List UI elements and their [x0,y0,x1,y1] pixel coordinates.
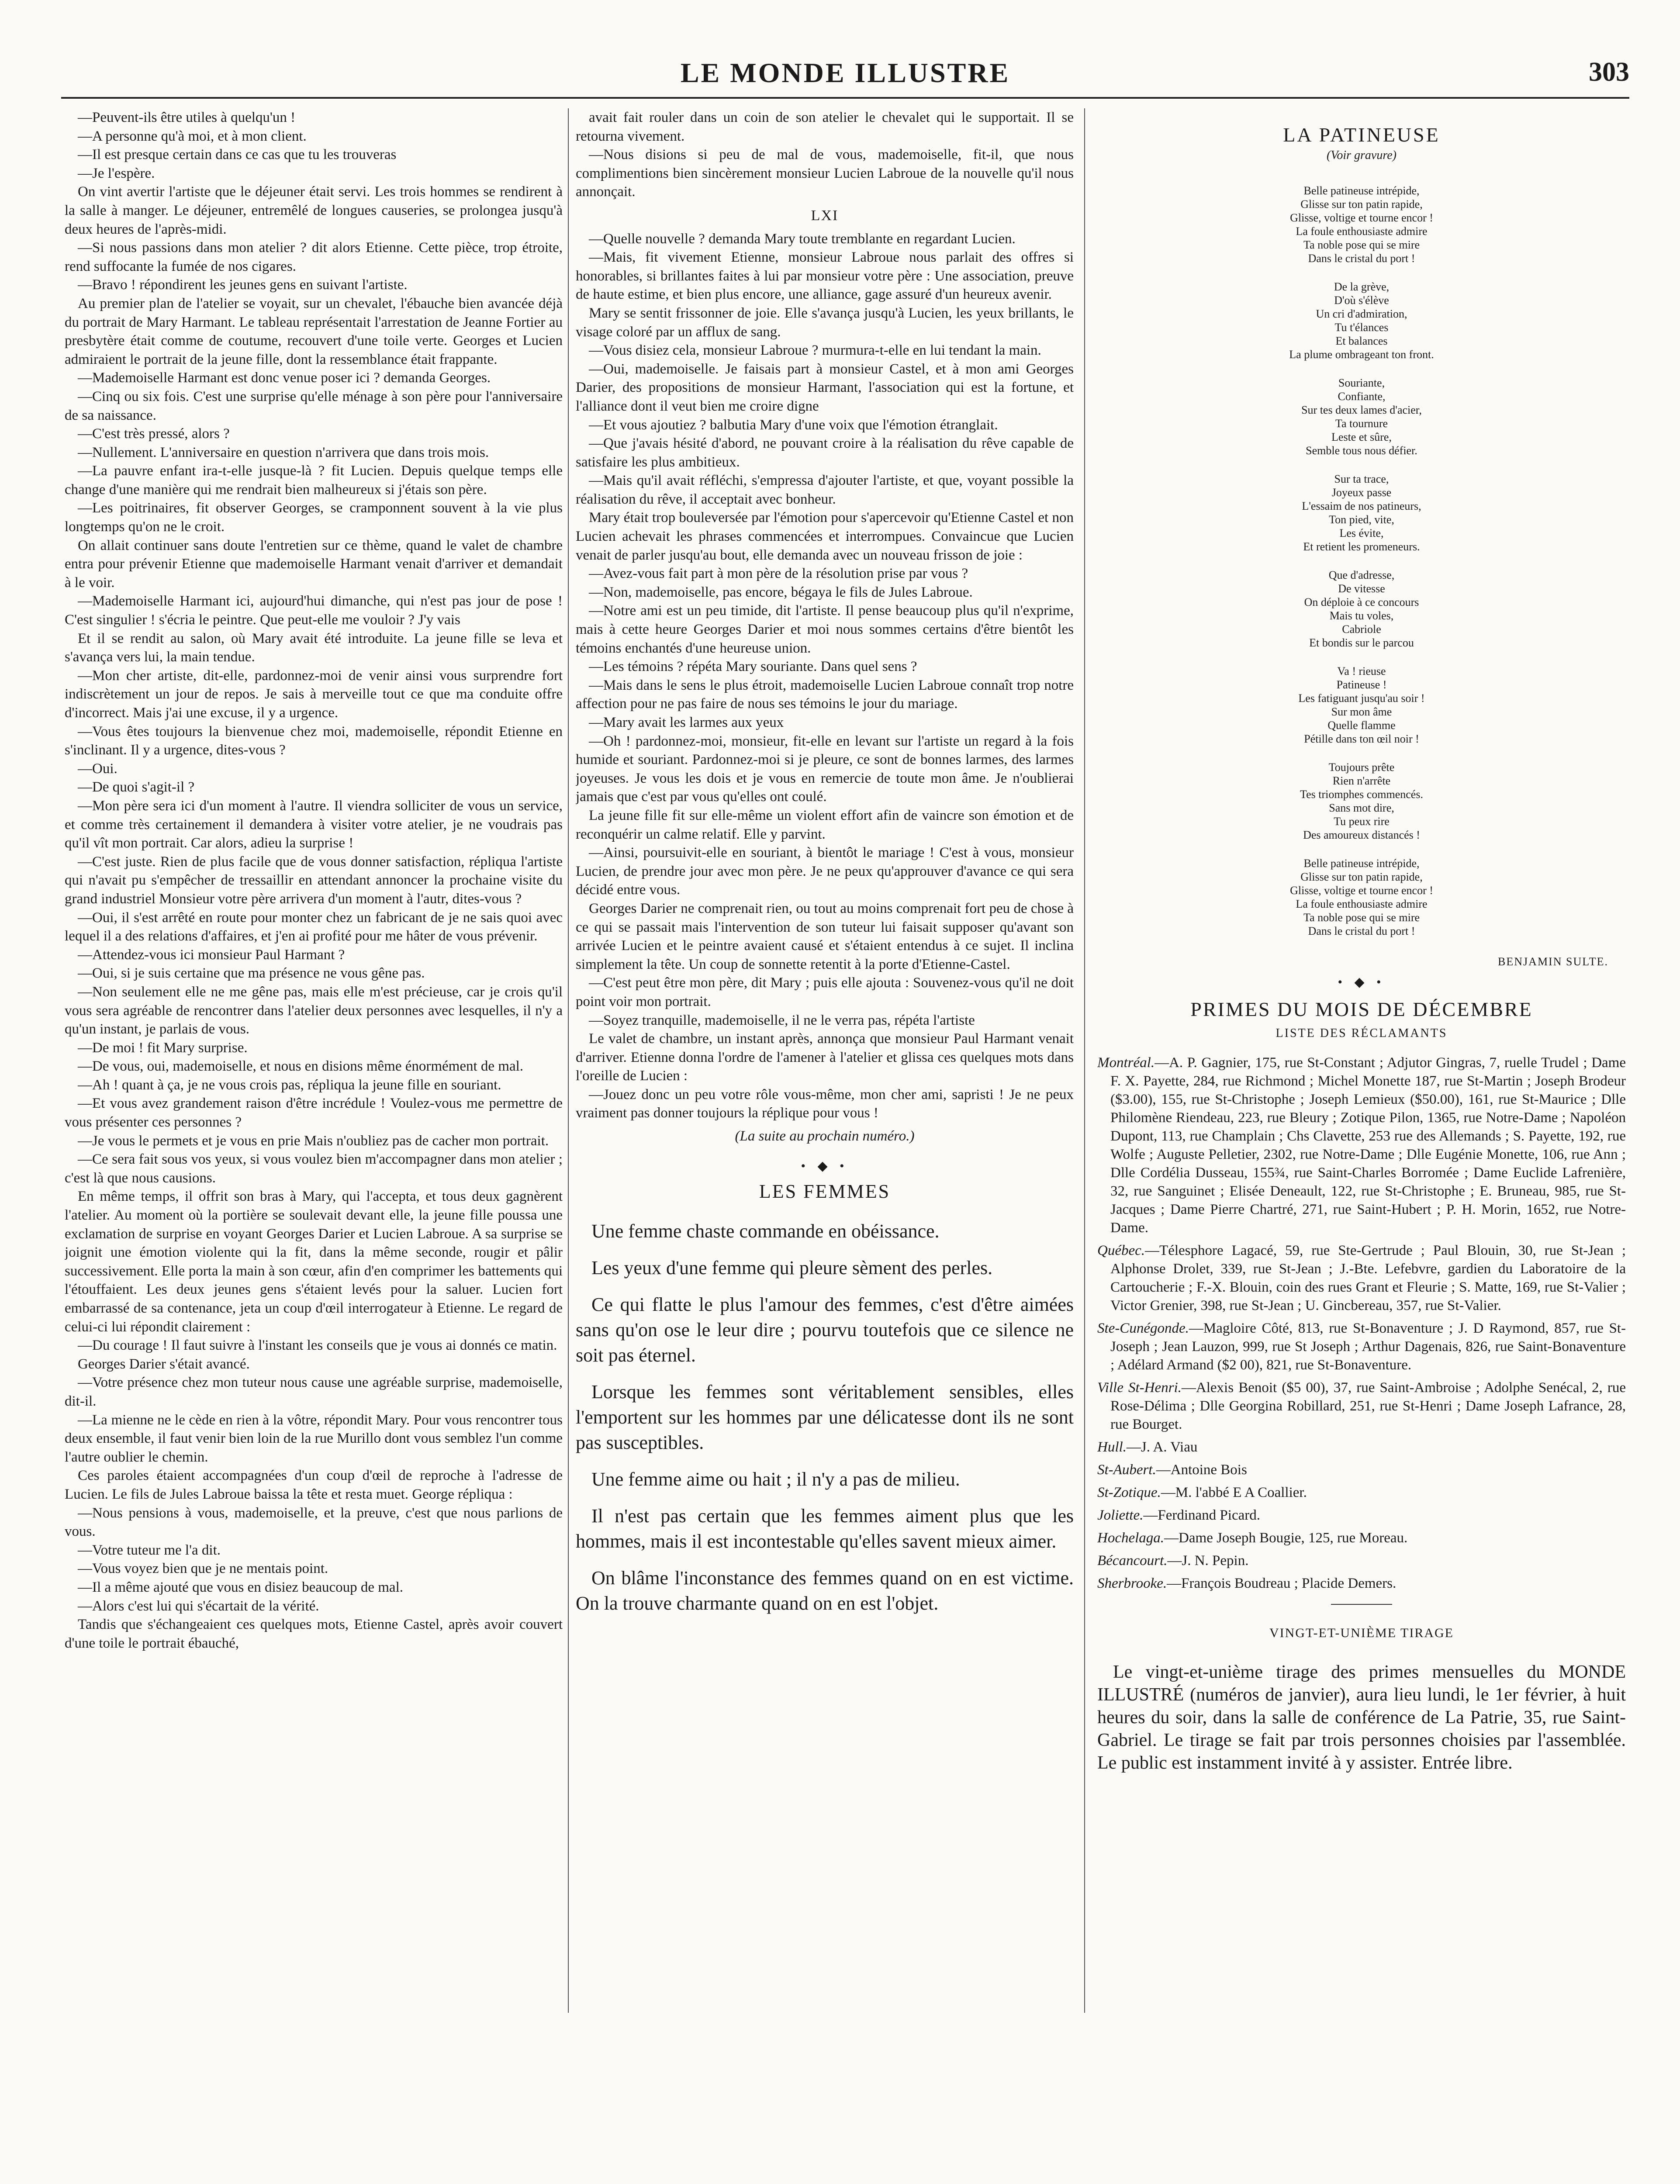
claimant-names: —Ferdinand Picard. [1143,1507,1260,1523]
paragraph: —Mary avait les larmes aux yeux [589,715,784,730]
primes-title: PRIMES DU MOIS DE DÉCEMBRE [1190,998,1533,1021]
paragraph: —Vous êtes toujours la bienvenue chez moi, mademoiselle, répondit Etienne en s'inclinant. Il y a urgence, dites-vous ? [65,723,563,758]
paragraph: —Bravo ! répondirent les jeunes gens en suivant l'artiste. [78,277,408,293]
paragraph: —Vous disiez cela, monsieur Labroue ? murmura-t-elle en lui tendant la main. [589,342,1041,359]
paragraph: —Et vous avez grandement raison d'être incrédule ! Voulez-vous me permettre de vous présenter ces personnes ? [65,1095,563,1130]
poem-line: Souriante, [1338,377,1385,390]
paragraph: Mary se sentit frissonner de joie. Elle s'avança jusqu'à Lucien, les yeux brillants, le visage coloré par un afflux de sang. [576,305,1074,340]
paragraph: —Ainsi, poursuivit-elle en souriant, à bientôt le mariage ! C'est à vous, monsieur Lucien, de prendre jour avec mon père. Je ne peux qu'approuver d'avance ce qui sera décidé entre vous. [576,845,1074,898]
poem-line: La foule enthousiaste admire [1296,898,1428,911]
paragraph: Georges Darier ne comprenait rien, ou tout au moins comprenait fort peu de chose à ce qui se passait mais l'intervention de son tuteur lui faisait supposer qu'avant son arrivée Lucien et le peintre avaient causé et s'étaient entendus à ce sujet. Il inclina simplement la tête. Un coup de sonnette retentit à la porte d'Etienne-Castel. [576,900,1074,972]
poem-line: Ta noble pose qui se mire [1303,238,1420,252]
poem-line: De la grève, [1334,280,1390,294]
tirage-text: Le vingt-et-unième tirage des primes mensuelles du MONDE ILLUSTRÉ (numéros de janvier), aura lieu lundi, le 1er février, à huit heures du soir, dans la salle de conférence de La Patrie, 35, rue Saint-Gabriel. Le tirage se fait par trois personnes choisies par l'assemblée. Le public est instamment invité à y assister. Entrée libre. [1097,1662,1626,1773]
masthead [61,57,1629,100]
paragraph: —La pauvre enfant ira-t-elle jusque-là ? fit Lucien. Depuis quelque temps elle change d'une manière qui me rendrait bien malheureux si j'étais son père. [65,463,563,498]
paragraph: avait fait rouler dans un coin de son atelier le chevalet qui le supportait. Il se retourna vivement. [576,110,1074,144]
paragraph: Les yeux d'une femme qui pleure sèment des perles. [591,1257,993,1279]
paragraph: —Mon cher artiste, dit-elle, pardonnez-moi de venir ainsi vous surprendre fort indiscrètement un jour de repos. Je sais à merveille tout ce que ma conduite offre d'incorrect. Mais j'ai une excuse, il y a urgence. [65,667,563,721]
paragraph: —Oui, il s'est arrêté en route pour monter chez un fabricant de je ne sais quoi avec lequel il a des relations d'affaires, et j'en ai profité pour me hâter de vous prévenir. [65,909,563,944]
poem-line: Sans mot dire, [1329,802,1394,815]
poem-line: La foule enthousiaste admire [1296,225,1428,238]
paragraph: —Notre ami est un peu timide, dit l'artiste. Il pense beaucoup plus qu'il n'exprime, mais à cette heure Georges Darier et moi nous sommes certains d'être bientôt les témoins enchantés d'une heureuse union. [576,603,1074,656]
city-name: Sherbrooke. [1097,1575,1167,1591]
poem-line: Belle patineuse intrépide, [1303,184,1420,197]
paragraph: —Nous disions si peu de mal de vous, mademoiselle, fit-il, que nous complimentions bien sincèrement monsieur Lucien Labroue de la nouvelle qu'il nous annonçait. [576,147,1074,200]
poem-line: Va ! rieuse [1337,665,1386,678]
paragraph: Une femme aime ou hait ; il n'y a pas de milieu. [591,1468,960,1490]
femmes-maxims [576,1219,1074,1616]
column-divider [1084,108,1085,2013]
poem-stanza [1097,664,1626,746]
poem-line: Semble tous nous défier. [1306,444,1417,457]
paragraph: On blâme l'inconstance des femmes quand on en est victime. On la trouve charmante quand on en est l'objet. [576,1567,1074,1614]
paragraph: Au premier plan de l'atelier se voyait, sur un chevalet, l'ébauche bien avancée déjà du portrait de Mary Harmant. Le tableau représentait l'arrestation de Jeanne Fortier au presbytère était comme de coutume, recouvert d'une toile verte. Georges et Lucien admiraient le portrait de la jeune fille, dont la ressemblance était frappante. [65,295,563,367]
poem-body [1097,184,1626,938]
paragraph: —Vous voyez bien que je ne mentais point. [78,1561,328,1577]
paragraph: —Votre tuteur me l'a dit. [78,1542,221,1558]
paragraph: En même temps, il offrit son bras à Mary, qui l'accepta, et tous deux gagnèrent l'atelier. Au moment où la portière se soulevait devant elle, la jeune fille poussa une exclamation de surprise en voyant Georges Darier et Lucien Labroue. A sa surprise se joignit une émotion violente qui la fit, dans la même seconde, rougir et pâlir successivement. Elle porta la main à son cœur, afin d'en comprimer les battements qui l'étouffaient. Les deux jeunes gens s'étaient levés pour la saluer. Lucien fort embarrassé de sa contenance, jeta un coup d'œil interrogateur à Etienne. Le regard de celui-ci lui répondit clairement : [65,1189,563,1335]
paragraph: Le valet de chambre, un instant après, annonça que monsieur Paul Harmant venait d'arriver. Etienne donna l'ordre de l'amener à l'atelier et glissa ces quelques mots dans l'oreille de Lucien : [576,1031,1074,1084]
paragraph: —La mienne ne le cède en rien à la vôtre, répondit Mary. Pour vous rencontrer tous deux ensemble, il faut venir bien loin de la rue Murillo dont vous semblez l'un comme l'autre oublier le chemin. [65,1412,563,1465]
paragraph: —Peuvent-ils être utiles à quelqu'un ! [78,110,296,125]
poem-line: Les fatiguant jusqu'au soir ! [1298,692,1425,705]
paragraph: —De moi ! fit Mary surprise. [78,1040,248,1056]
paragraph: —Oh ! pardonnez-moi, monsieur, fit-elle en levant sur l'artiste un regard à la fois humide et souriant. Pardonnez-moi si je pleure, ce sont de bonnes larmes, des larmes joyeuses. Je vous les dois et je vous en remercie de toute mon âme. Je n'oublierai jamais que c'est par vous qu'elles ont coulé. [576,733,1074,805]
poem-line: Mais tu voles, [1329,609,1394,622]
poem-line: Leste et sûre, [1331,431,1392,444]
claimant-entry [1097,1319,1626,1374]
paragraph: Il n'est pas certain que les femmes aiment plus que les hommes, mais il est incontestable qu'elles savent mieux aimer. [576,1505,1074,1552]
femmes-title: LES FEMMES [759,1181,891,1203]
paragraph: —Je l'espère. [78,165,155,181]
city-name: Montréal. [1097,1054,1155,1071]
paragraph: —Il a même ajouté que vous en disiez beaucoup de mal. [78,1579,403,1595]
poem-line: Quelle flamme [1327,719,1396,732]
poem-stanza [1097,472,1626,553]
claimant-names: —A. P. Gagnier, 175, rue St-Constant ; Adjutor Gingras, 7, ruelle Trudel ; Dame F. X. Payette, 284, rue Richmond ; Michel Monette 187, rue St-Martin ; Joseph Brodeur ($3.00), 155, rue St-Christophe ; Joseph Lemieux ($50.00), 161, rue St-Maurice ; Dlle Philomène Riendeau, 223, rue Bleury ; Zotique Pilon, 1365, rue Notre-Dame ; Napoléon Dupont, 113, rue Champlain ; Chs Clavette, 253 rue des Allemands ; S. Payette, 192, rue Wolfe ; Auguste Pelletier, 2302, rue Notre-Dame ; Dlle Eugénie Monette, 106, rue Ann ; Dlle Cordélia Dusseau, 155¾, rue Saint-Charles Borromée ; Dame Euclide Lafrenière, 32, rue Sanguinet ; Elisée Deneault, 122, rue St-Christophe ; E. Bruneau, 985, rue St-Jacques ; Dame Pierre Chartré, 271, rue Saint-Hubert ; P. H. Morin, 1652, rue Notre-Dame. [1110,1054,1626,1236]
claimant-names: —Alexis Benoit ($5 00), 37, rue Saint-Ambroise ; Adolphe Senécal, 2, rue Rose-Délima ; Dlle Georgina Robillard, 251, rue St-Henri ; Dame Joseph Lafrance, 28, rue Bourget. [1110,1379,1626,1432]
paragraph: —Il est presque certain dans ce cas que tu les trouveras [78,147,397,163]
paragraph: —Si nous passions dans mon atelier ? dit alors Etienne. Cette pièce, trop étroite, rend suffocante la fumée de nos cigares. [65,240,563,274]
paragraph: —C'est très pressé, alors ? [78,426,230,442]
paragraph: —Que j'avais hésité d'abord, ne pouvant croire à la réalisation du rêve capable de satisfaire les plus ambitieux. [576,435,1074,470]
poem-line: Sur tes deux lames d'acier, [1301,404,1422,417]
claimants-list [1097,1054,1626,1593]
poem-line: On déploie à ce concours [1304,596,1419,609]
paragraph: —Oui, si je suis certaine que ma présence ne vous gêne pas. [78,965,425,981]
paragraph: Tandis que s'échangeaient ces quelques mots, Etienne Castel, après avoir couvert d'une toile le portrait ébauché, [65,1617,563,1651]
paragraph: —Oui. [78,760,118,777]
poem-line: Dans le cristal du port ! [1308,925,1415,938]
paragraph: Ce qui flatte le plus l'amour des femmes, c'est d'être aimées sans qu'on ose le leur dire ; pourvu toutefois que ce silence ne soit pas éternel. [576,1293,1074,1366]
claimant-entry [1097,1506,1626,1524]
claimant-names: —François Boudreau ; Placide Demers. [1167,1575,1397,1591]
header-rule [61,97,1629,99]
poem-line: Glisse sur ton patin rapide, [1300,871,1423,884]
paragraph: —Oui, mademoiselle. Je faisais part à monsieur Castel, et à mon ami Georges Darier, des propositions de monsieur Harmant, l'association qui est la fortune, et l'alliance dont il veut bien me croire digne [576,361,1074,414]
paragraph: —Soyez tranquille, mademoiselle, il ne le verra pas, répéta l'artiste [589,1012,975,1028]
claimant-names: —Dame Joseph Bougie, 125, rue Moreau. [1164,1530,1408,1546]
paragraph: —Non seulement elle ne me gêne pas, mais elle m'est précieuse, car je crois qu'il vous sera agréable de rencontrer dans l'atelier deux personnes avec lesquelles, il n'y a qu'un instant, je parlais de vous. [65,984,563,1037]
ornament-divider: • ◆ • [1338,975,1386,989]
city-name: Ville St-Henri. [1097,1379,1182,1396]
claimant-entry [1097,1574,1626,1593]
city-name: Hull. [1097,1439,1127,1455]
paragraph: —Quelle nouvelle ? demanda Mary toute tremblante en regardant Lucien. [589,231,1016,247]
poem-line: Les évite, [1339,527,1384,540]
chapter-text [576,230,1074,1123]
claimant-entry [1097,1054,1626,1237]
city-name: Québec. [1097,1242,1145,1258]
chapter-heading: LXI [811,207,839,224]
poem-stanza [1097,760,1626,842]
poem-line: Rien n'arrête [1332,774,1391,788]
paragraph: —A personne qu'à moi, et à mon client. [78,128,307,144]
poem-line: Cabriole [1342,623,1381,636]
poem-line: Glisse, voltige et tourne encor ! [1290,211,1433,225]
poem-stanza [1097,857,1626,938]
paragraph: On allait continuer sans doute l'entretien sur ce thème, quand le valet de chambre entra pour prévenir Etienne que mademoiselle Harmant venait d'arriver et demandait à le voir. [65,537,563,591]
poem-line: L'essaim de nos patineurs, [1302,500,1421,513]
claimant-names: —Télesphore Lagacé, 59, rue Ste-Gertrude ; Paul Blouin, 30, rue St-Jean ; Alphonse Drolet, 339, rue St-Jean ; J.-Bte. Lefebvre, gardien du Laboratoire de la Cartoucherie ; F.-X. Blouin, coin des rues Grant et Fleurie ; S. Matte, 169, rue St-Valier ; Victor Grenier, 398, rue St-Jean ; U. Gincbereau, 357, rue St-Valier. [1110,1242,1626,1313]
paragraph: —C'est juste. Rien de plus facile que de vous donner satisfaction, répliqua l'artiste qui n'avait pu s'empêcher de tressaillir en attendant annoncer la prochaine visite du grand industriel Monsieur votre père arrivera d'un moment à l'autr, dites-vous ? [65,854,563,907]
paragraph: —Mon père sera ici d'un moment à l'autre. Il viendra solliciter de vous un service, et comme très certainement il demandera à visiter votre atelier, je ne voudrais pas qu'il vît mon portrait. Car alors, adieu la surprise ! [65,798,563,851]
poem-line: Des amoureux distancés ! [1303,829,1420,842]
poem-line: Tu peux rire [1334,815,1390,828]
paragraph: —Mademoiselle Harmant ici, aujourd'hui dimanche, qui n'est pas jour de pose ! C'est singulier ! s'écria le peintre. Que peut-elle me vouloir ? J'y vais [65,593,563,628]
poem-stanza [1097,280,1626,361]
poem-line: Confiante, [1338,390,1386,403]
poem-line: Sur mon âme [1331,705,1392,719]
paragraph: —Ce sera fait sous vos yeux, si vous voulez bien m'accompagner dans mon atelier ; c'est là que nous causions. [65,1151,563,1186]
paragraph: Lorsque les femmes sont véritablement sensibles, elles l'emportent sur les hommes par une délicatesse dont ils ne sont pas susceptibles. [576,1381,1074,1453]
paragraph: Et il se rendit au salon, où Mary avait été introduite. La jeune fille se leva et s'avança vers lui, la main tendue. [65,630,563,665]
poem-line: Tu t'élances [1334,321,1389,334]
paragraph: Une femme chaste commande en obéissance. [591,1220,940,1242]
poem-line: Glisse sur ton patin rapide, [1300,198,1423,211]
paragraph: —Attendez-vous ici monsieur Paul Harmant ? [78,947,345,963]
poem-line: Que d'adresse, [1328,569,1395,582]
paragraph: Mary était trop bouleversée par l'émotion pour s'apercevoir qu'Etienne Castel et non Lucien achevait les phrases commencées et interrompues. Convaincue que Lucien venait de parler jusqu'au bout, elle demanda avec un nouveau frisson de joie : [576,510,1074,563]
paragraph: On vint avertir l'artiste que le déjeuner était servi. Les trois hommes se rendirent à la salle à manger. Le déjeuner, entremêlé de longues causeries, se prolongea jusqu'à deux heures de l'après-midi. [65,184,563,237]
claimant-entry [1097,1241,1626,1315]
claimant-entry [1097,1461,1626,1479]
poem-line: Pétille dans ton œil noir ! [1304,733,1419,746]
paragraph: —Ah ! quant à ça, je ne vous crois pas, répliqua la jeune fille en souriant. [78,1077,501,1093]
poem-stanza [1097,376,1626,457]
claimant-names: —Magloire Côté, 813, rue St-Bonaventure ; J. D Raymond, 857, rue St-Joseph ; Jean Lauzon, 999, rue St Joseph ; Arthur Dagenais, 826, rue Saint-Bonaventure ; Adélard Armand ($2 00), 821, rue St-Bonaventure. [1110,1320,1626,1373]
page-number: 303 [1589,57,1629,87]
poem-line: De vitesse [1338,582,1385,595]
poem-line: Patineuse ! [1336,678,1387,691]
paragraph: —Mademoiselle Harmant est donc venue poser ici ? demanda Georges. [78,370,491,386]
claimant-names: —M. l'abbé E A Coallier. [1161,1484,1307,1500]
paragraph: —Cinq ou six fois. C'est une surprise qu'elle ménage à son père pour l'anniversaire de sa naissance. [65,388,563,423]
story-continuation [576,108,1074,201]
poem-line: Ta noble pose qui se mire [1303,911,1420,924]
poem-stanza [1097,568,1626,650]
poem-line: D'où s'élève [1334,294,1389,307]
claimant-names: —J. N. Pepin. [1167,1552,1249,1569]
claimant-names: —Antoine Bois [1156,1462,1247,1478]
paragraph: —Je vous le permets et je vous en prie Mais n'oubliez pas de cacher mon portrait. [78,1133,549,1149]
city-name: Joliette. [1097,1507,1144,1523]
claimant-entry [1097,1552,1626,1570]
poem-line: Joyeux passe [1331,486,1392,499]
city-name: St-Zotique. [1097,1484,1161,1500]
poem-author: BENJAMIN SULTE. [1498,955,1608,968]
city-name: Bécancourt. [1097,1552,1168,1569]
city-name: Ste-Cunégonde. [1097,1320,1189,1336]
poem-subtitle: (Voir gravure) [1327,148,1397,162]
claimant-entry [1097,1529,1626,1547]
paragraph: —Avez-vous fait part à mon père de la résolution prise par vous ? [589,566,968,582]
paragraph: —Nous pensions à vous, mademoiselle, et la preuve, c'est que nous parlions de vous. [65,1505,563,1540]
paragraph: —Et vous ajoutiez ? balbutia Mary d'une voix que l'émotion étranglait. [589,417,998,433]
column-1 [65,108,563,2184]
poem-line: Dans le cristal du port ! [1308,252,1415,265]
paragraph: Ces paroles étaient accompagnées d'un coup d'œil de reproche à l'adresse de Lucien. Le fils de Jules Labroue baissa la tête et resta muet. George répliqua : [65,1468,563,1502]
poem-stanza [1097,184,1626,265]
paragraph: —Jouez donc un peu votre rôle vous-même, mon cher ami, sapristi ! Je ne peux vraiment pas donner toujours la réplique pour vous ! [576,1086,1074,1121]
poem-line: Belle patineuse intrépide, [1303,857,1420,870]
claimant-entry [1097,1438,1626,1456]
column-divider [568,108,569,2013]
poem-line: Toujours prête [1328,761,1395,774]
column-3 [1097,108,1626,2184]
column-2 [576,108,1074,2184]
paragraph: —Votre présence chez mon tuteur nous cause une agréable surprise, mademoiselle, dit-il. [65,1375,563,1409]
poem-title: LA PATINEUSE [1283,124,1440,146]
publication-title: LE MONDE ILLUSTRE [680,57,1010,88]
poem-line: Tes triomphes commencés. [1300,788,1423,801]
poem-line: Et retient les promeneurs. [1303,540,1420,553]
separator-rule [1331,1604,1392,1605]
paragraph: —Nullement. L'anniversaire en question n'arrivera que dans trois mois. [78,444,489,460]
claimant-entry [1097,1379,1626,1434]
paragraph: —Mais qu'il avait réfléchi, s'empressa d'ajouter l'artiste, et que, voyant possible la réalisation du rêve, il acceptait avec bonheur. [576,473,1074,507]
to-be-continued: (La suite au prochain numéro.) [735,1128,915,1144]
poem-line: Ta tournure [1335,417,1388,430]
claimant-names: —J. A. Viau [1126,1439,1198,1455]
poem-line: Glisse, voltige et tourne encor ! [1290,884,1433,897]
primes-subtitle: LISTE DES RÉCLAMANTS [1276,1026,1448,1040]
poem-line: Et balances [1335,335,1388,348]
paragraph: —Alors c'est lui qui s'écartait de la vérité. [78,1598,319,1614]
paragraph: —Du courage ! Il faut suivre à l'instant les conseils que je vous ai donnés ce matin. [78,1337,557,1354]
paragraph: Georges Darier s'était avancé. [78,1356,250,1372]
paragraph: La jeune fille fit sur elle-même un violent effort afin de vaincre son émotion et de reconquérir un calme relatif. Elle y parvint. [576,807,1074,842]
claimant-entry [1097,1483,1626,1502]
city-name: St-Aubert. [1097,1462,1156,1478]
poem-line: Et bondis sur le parcou [1309,636,1414,650]
paragraph: —De vous, oui, mademoiselle, et nous en disions même énormément de mal. [78,1058,524,1075]
poem-line: Sur ta trace, [1334,473,1389,486]
ornament-divider: • ◆ • [801,1158,849,1173]
poem-line: Un cri d'admiration, [1316,308,1407,321]
poem-line: Ton pied, vite, [1329,513,1394,526]
paragraph: —Les poitrinaires, fit observer Georges, se cramponnent souvent à la vie plus longtemps qu'on ne le croit. [65,500,563,535]
paragraph: —Les témoins ? répéta Mary souriante. Dans quel sens ? [589,659,917,675]
poem-line: La plume ombrageant ton front. [1289,348,1434,361]
tirage-title: VINGT-ET-UNIÈME TIRAGE [1269,1625,1454,1640]
paragraph: —De quoi s'agit-il ? [78,779,195,795]
city-name: Hochelaga. [1097,1530,1165,1546]
paragraph: —Non, mademoiselle, pas encore, bégaya le fils de Jules Labroue. [589,584,973,600]
paragraph: —C'est peut être mon père, dit Mary ; puis elle ajouta : Souvenez-vous qu'il ne doit point voir mon portrait. [576,975,1074,1009]
paragraph: —Mais, fit vivement Etienne, monsieur Labroue nous parlait des offres si honorables, si brillantes faites à lui par monsieur votre père : Une association, preuve de haute estime, et bien plus encore, une alliance, gage assuré d'un heureux avenir. [576,249,1074,303]
paragraph: —Mais dans le sens le plus étroit, mademoiselle Lucien Labroue connaît trop notre affection pour ne pas faire de nous ses témoins le jour du mariage. [576,677,1074,712]
